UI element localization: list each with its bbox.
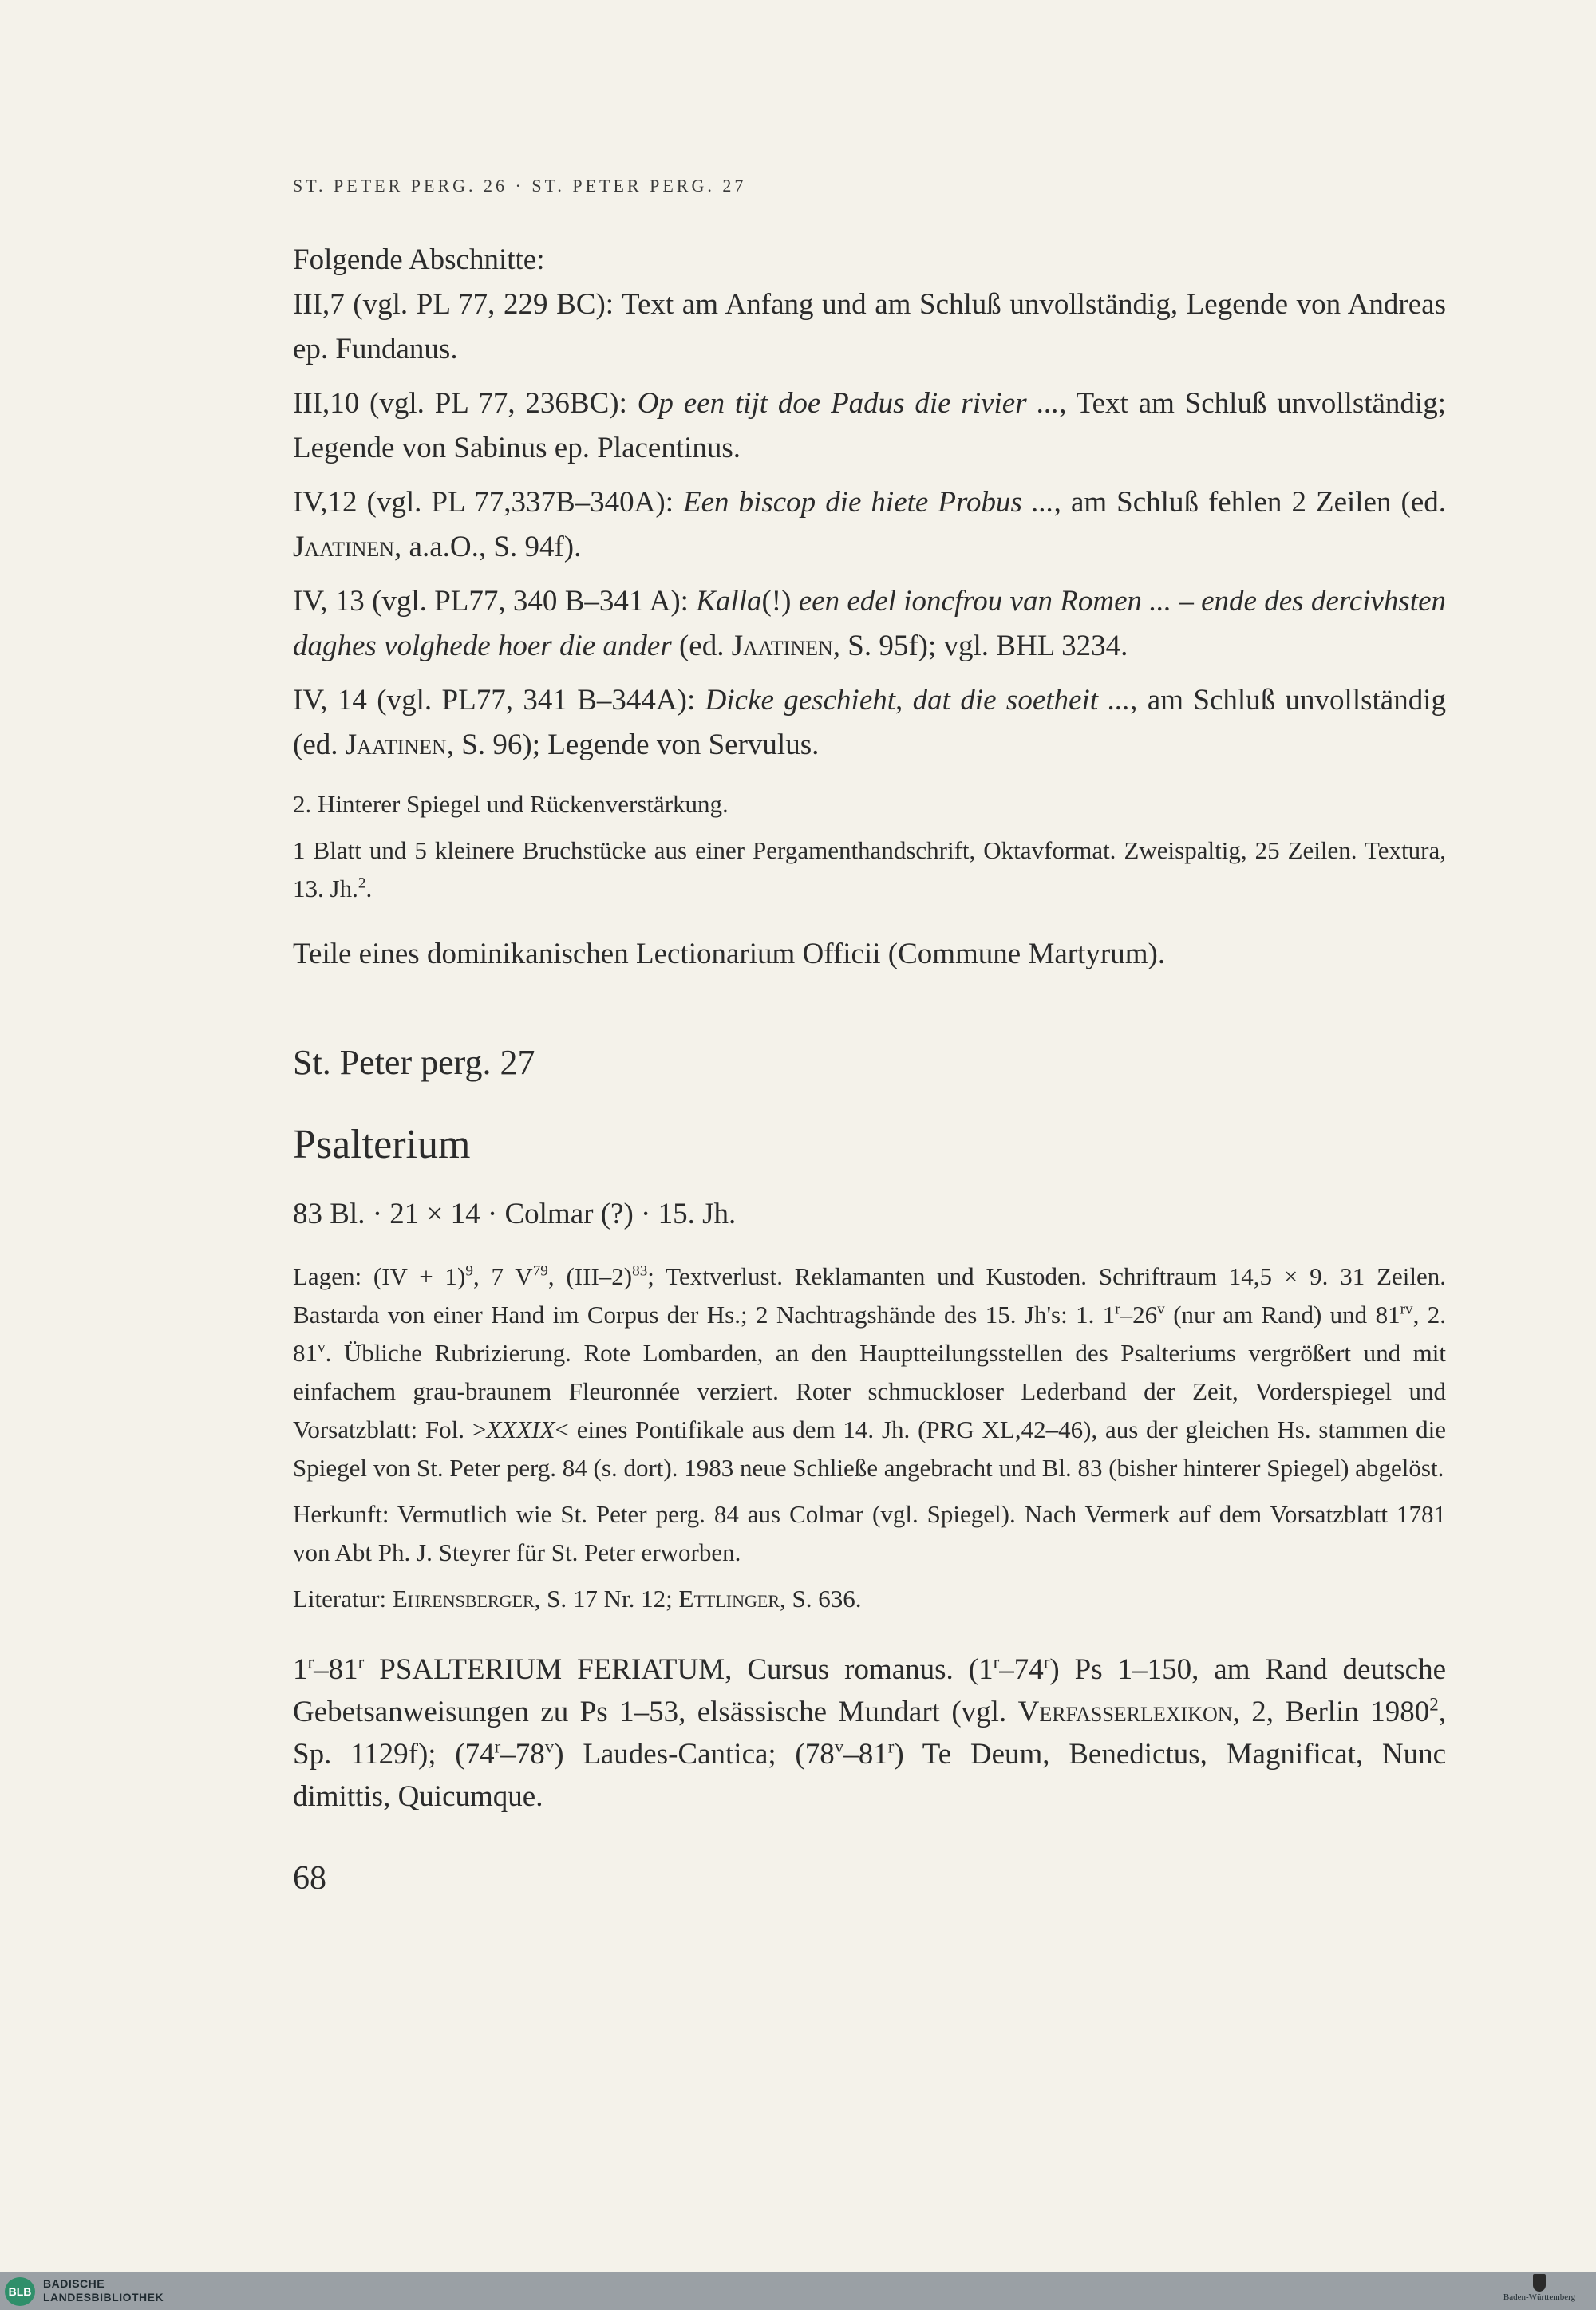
blb-logo-icon[interactable]: BLB: [5, 2277, 35, 2306]
library-footer-bar: [0, 2272, 1596, 2310]
shelfmark-heading: St. Peter perg. 27: [293, 1043, 535, 1082]
page-number: 68: [293, 1860, 326, 1897]
paragraph-section-iv-13: IV, 13 (vgl. PL77, 340 B–341 A): Kalla(!) een edel ioncfrou van Romen ... – ende des dercivhsten daghes volghede hoer die ander (ed. Jaatinen, S. 95f); vgl. BHL 3234.: [293, 585, 1446, 662]
paragraph-rear-mirror: 2. Hinterer Spiegel und Rückenverstärkung.: [293, 790, 729, 818]
page-content: [293, 176, 1446, 1897]
paragraph-fragments: 1 Blatt und 5 kleinere Bruchstücke aus einer Pergamenthandschrift, Oktavformat. Zweispaltig, 25 Zeilen. Textura, 13. Jh.$^2$.: [293, 836, 1446, 902]
paragraph-contents: 1$^r$–81$^r$ PSALTERIUM FERIATUM, Cursus romanus. (1$^r$–74$^r$) Ps 1–150, am Rand deutsche Gebetsanweisungen zu Ps 1–53, elsässische Mundart (vgl. Verfasserlexikon, 2, Berlin 1980$^2$, Sp. 1129f); (74$^r$–78$^v$) Laudes-Cantica; (78$^v$–81$^r$) Te Deum, Benedictus, Magnificat, Nunc dimittis, Quicumque.: [293, 1652, 1447, 1813]
paragraph-literatur: Literatur: Ehrensberger, S. 17 Nr. 12; Ettlinger, S. 636.: [293, 1585, 862, 1613]
paragraph-section-iv-12: IV,12 (vgl. PL 77,337B–340A): Een biscop die hiete Probus ..., am Schluß fehlen 2 Zeilen (ed. Jaatinen, a.a.O., S. 94f).: [293, 486, 1446, 563]
paragraph-section-iii-10: III,10 (vgl. PL 77, 236BC): Op een tijt doe Padus die rivier ..., Text am Schluß unvollständig; Legende von Sabinus ep. Placentinus.: [293, 387, 1446, 464]
paragraph-section-iv-14: IV, 14 (vgl. PL77, 341 B–344A): Dicke geschieht, dat die soetheit ..., am Schluß unvollständig (ed. Jaatinen, S. 96); Legende von Servulus.: [293, 684, 1446, 761]
paragraph-lagen: Lagen: (IV + 1)$^9$, 7 $V^{79}$, $(III-2)^{83}$; Textverlust. Reklamanten und Kustoden. Schriftraum 14,5 × 9. 31 Zeilen. Bastarda von einer Hand im Corpus der Hs.; 2 Nachtragshände des 15. Jh's: 1. 1$^r$–26$^v$ (nur am Rand) und $81^{rv}$, 2. 81$^v$. Übliche Rubrizierung. Rote Lombarden, an den Hauptteilungsstellen des Psalteriums vergrößert und mit einfachem grau-braunem Fleuronnée verziert. Roter schmuckloser Lederband der Zeit, Vorderspiegel und Vorsatzblatt: Fol. >XXXIX< eines Pontifikale aus dem 14. Jh. (PRG XL,42–46), aus der gleichen Hs. stammen die Spiegel von St. Peter perg. 84 (s. dort). 1983 neue Schließe angebracht und Bl. 83 (bisher hinterer Spiegel) abgelöst.: [293, 1262, 1446, 1482]
library-name[interactable]: BADISCHE LANDESBIBLIOTHEK: [43, 2277, 164, 2304]
manuscript-title: Psalterium: [293, 1122, 471, 1167]
coat-of-arms-icon: [1533, 2274, 1546, 2292]
paragraph-lectionarium: Teile eines dominikanischen Lectionarium Officii (Commune Martyrum).: [293, 938, 1166, 970]
paragraph-herkunft: Herkunft: Vermutlich wie St. Peter perg. 84 aus Colmar (vgl. Spiegel). Nach Vermerk auf dem Vorsatzblatt 1781 von Abt Ph. J. Steyrer für St. Peter erworben.: [293, 1500, 1446, 1566]
paragraph-sections-intro: Folgende Abschnitte:: [293, 243, 545, 276]
baden-wuerttemberg-mark[interactable]: Baden-Württemberg: [1487, 2274, 1591, 2302]
manuscript-metadata: 83 Bl. · 21 × 14 · Colmar (?) · 15. Jh.: [293, 1198, 737, 1230]
running-head: ST. PETER PERG. 26 · ST. PETER PERG. 27: [293, 176, 747, 195]
paragraph-section-iii-7: III,7 (vgl. PL 77, 229 BC): Text am Anfang und am Schluß unvollständig, Legende von Andreas ep. Fundanus.: [293, 288, 1446, 365]
